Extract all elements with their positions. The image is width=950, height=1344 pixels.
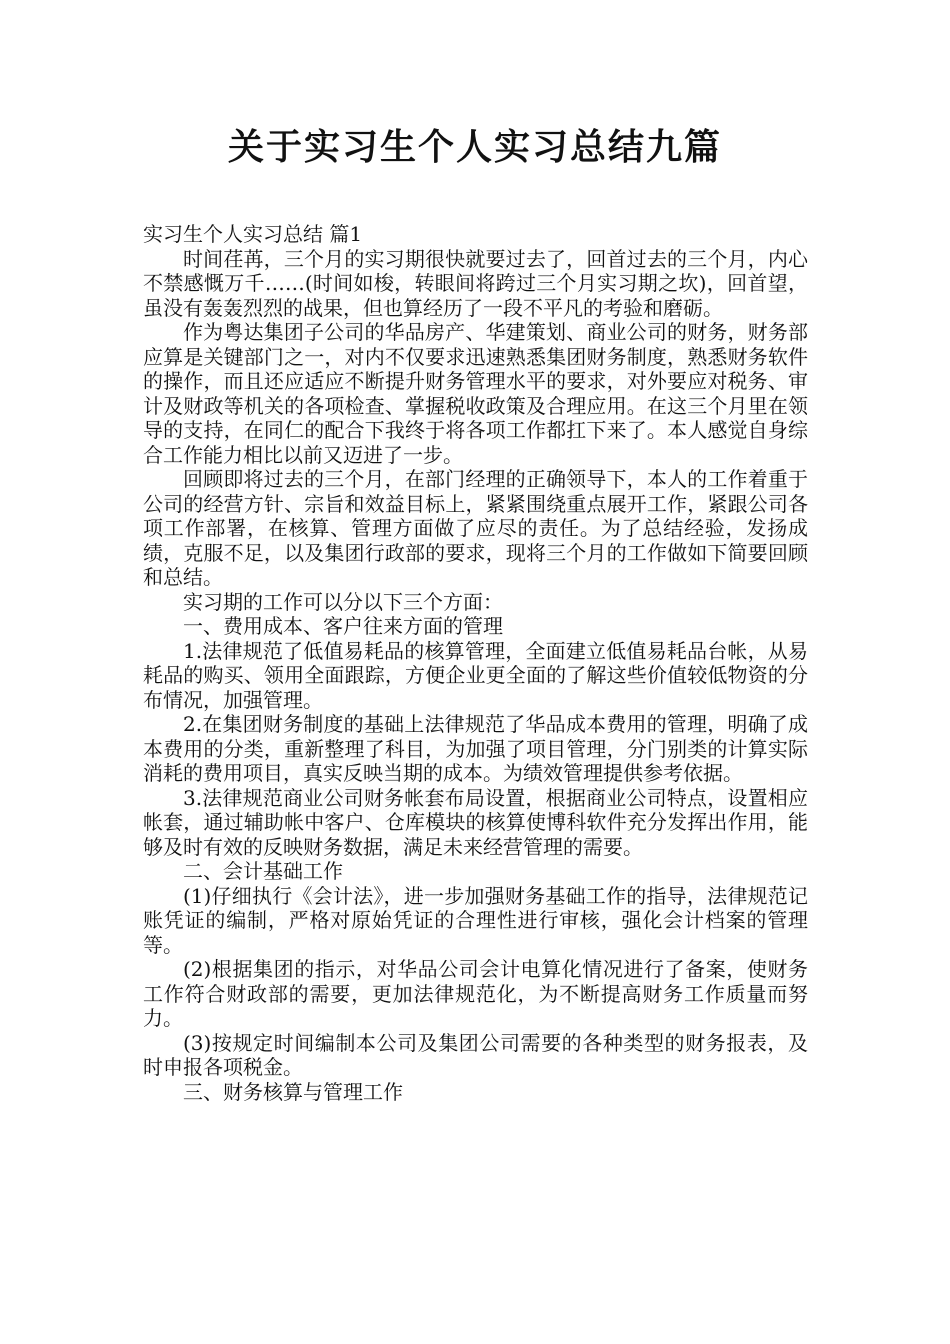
document-title: 关于实习生个人实习总结九篇 — [227, 127, 722, 168]
subheading-financial-accounting: 三、财务核算与管理工作 — [183, 1079, 403, 1104]
paragraph-review: 回顾即将过去的三个月，在部门经理的正确领导下，本人的工作着重于公司的经营方针、宗旨和效益目标上，紧紧围绕重点展开工作，紧跟公司各项工作部署，在核算、管理方面做了应尽的责任。为了总结经验，发扬成绩，克服不足，以及集团行政部的要求，现将三个月的工作做如下简要回顾和总结。 — [143, 467, 808, 589]
list-item-3: 3.法律规范商业公司财务帐套布局设置，根据商业公司特点，设置相应帐套，通过辅助帐中客户、仓库模块的核算使博科软件充分发挥出作用，能够及时有效的反映财务数据，满足未来经营管理的需要。 — [143, 785, 808, 859]
subheading-accounting-basics: 二、会计基础工作 — [183, 859, 343, 883]
list-item-1: 1.法律规范了低值易耗品的核算管理，全面建立低值易耗品台帐，从易耗品的购买、领用全面跟踪，方便企业更全面的了解这些价值较低物资的分布情况，加强管理。 — [143, 638, 808, 712]
paragraph-intro: 时间荏苒，三个月的实习期很快就要过去了，回首过去的三个月，内心不禁感慨万千……(时间如梭，转眼间将跨过三个月实习期之坎)，回首望，虽没有轰轰烈烈的战果，但也算经历了一段不平凡的考验和磨砺。 — [143, 246, 808, 320]
list-item-paren-1: (1)仔细执行《会计法》，进一步加强财务基础工作的指导，法律规范记账凭证的编制，严格对原始凭证的合理性进行审核，强化会计档案的管理等。 — [143, 883, 808, 957]
list-item-2: 2.在集团财务制度的基础上法律规范了华品成本费用的管理，明确了成本费用的分类，重新整理了科目，为加强了项目管理，分门别类的计算实际消耗的费用项目，真实反映当期的成本。为绩效管理提供参考依据。 — [143, 712, 808, 785]
section-heading: 实习生个人实习总结 篇1 — [143, 222, 363, 246]
paragraph-role: 作为粤达集团子公司的华品房产、华建策划、商业公司的财务，财务部应算是关键部门之一，对内不仅要求迅速熟悉集团财务制度，熟悉财务软件的操作，而且还应适应不断提升财务管理水平的要求，对外要应对税务、审计及财政等机关的各项检查、掌握税收政策及合理应用。在这三个月里在领导的支持，在同仁的配合下我终于将各项工作都扛下来了。本人感觉自身综合工作能力相比以前又迈进了一步。 — [143, 320, 808, 467]
paragraph-overview: 实习期的工作可以分以下三个方面： — [183, 589, 503, 614]
document-body — [143, 222, 808, 1104]
list-item-paren-2: (2)根据集团的指示，对华品公司会计电算化情况进行了备案，使财务工作符合财政部的需要，更加法律规范化，为不断提高财务工作质量而努力。 — [143, 957, 808, 1030]
subheading-cost-management: 一、费用成本、客户往来方面的管理 — [183, 614, 503, 638]
list-item-paren-3: (3)按规定时间编制本公司及集团公司需要的各种类型的财务报表，及时申报各项税金。 — [143, 1030, 808, 1079]
